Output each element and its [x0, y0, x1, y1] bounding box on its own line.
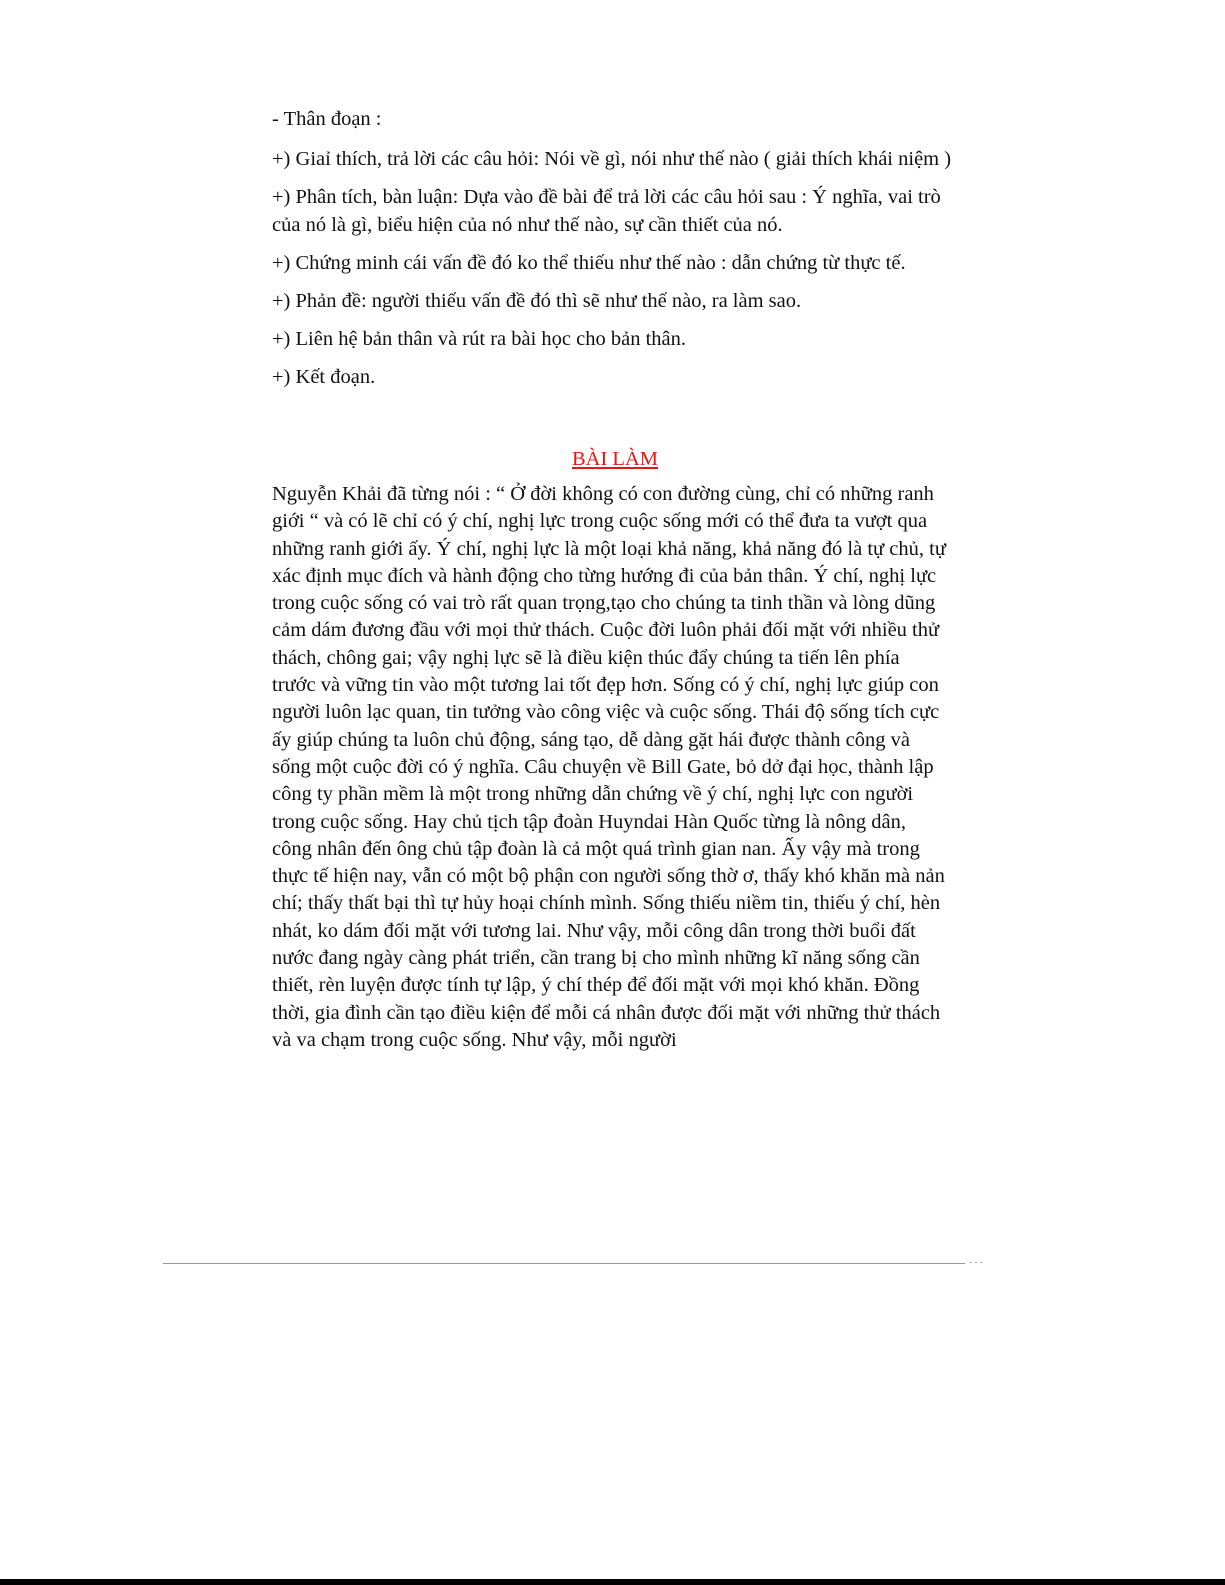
outline-item-conclude: +) Kết đoạn.: [272, 366, 376, 388]
outline-item-prove: +) Chứng minh cái vấn đề đó ko thể thiếu như thế nào : dẫn chứng từ thực tế.: [272, 252, 906, 274]
essay-title: BÀI LÀM: [572, 448, 658, 470]
document-page: [272, 105, 962, 1054]
outline-item-counter: +) Phản đề: người thiếu vấn đề đó thì sẽ như thế nào, ra làm sao.: [272, 290, 802, 312]
outline-item-explain: +) Giaỉ thích, trả lời các câu hỏi: Nói về gì, nói như thế nào ( giải thích khái niệm ): [272, 148, 952, 170]
outline-item-analyze: +) Phân tích, bàn luận: Dựa vào đề bài để trả lời các câu hỏi sau : Ý nghĩa, vai trò của nó là gì, biểu hiện của nó như thế nào, sự cần thiết của nó.: [272, 186, 941, 236]
page-bottom-edge: [0, 1579, 1225, 1585]
page-break-divider: [163, 1263, 965, 1264]
page-break-marker: [969, 1262, 983, 1263]
outline-heading: - Thân đoạn :: [272, 108, 382, 130]
outline-item-relate: +) Liên hệ bản thân và rút ra bài học cho bản thân.: [272, 328, 687, 350]
essay-body: Nguyễn Khải đã từng nói : “ Ở đời không có con đường cùng, chỉ có những ranh giới “ và có lẽ chỉ có ý chí, nghị lực trong cuộc sống mới có thể đưa ta vượt qua những ranh giới ấy. Ý chí, nghị lực là một loại khả năng, khả năng đó là tự chủ, tự xác định mục đích và hành động cho từng hướng đi của bản thân. Ý chí, nghị lực trong cuộc sống có vai trò rất quan trọng,tạo cho chúng ta tinh thần và lòng dũng cảm dám đương đầu với mọi thử thách. Cuộc đời luôn phải đối mặt với nhiều thử thách, chông gai; vậy nghị lực sẽ là điều kiện thúc đẩy chúng ta tiến lên phía trước và vững tin vào một tương lai tốt đẹp hơn. Sống có ý chí, nghị lực giúp con người luôn lạc quan, tin tưởng vào công việc và cuộc sống. Thái độ sống tích cực ấy giúp chúng ta luôn chủ động, sáng tạo, dễ dàng gặt hái được thành công và sống một cuộc đời có ý nghĩa. Câu chuyện về Bill Gate, bỏ dở đại học, thành lập công ty phần mềm là một trong những dẫn chứng về ý chí, nghị lực con người trong cuộc sống. Hay chủ tịch tập đoàn Huyndai Hàn Quốc từng là nông dân, công nhân đến ông chủ tập đoàn là cả một quá trình gian nan. Ấy vậy mà trong thực tế hiện nay, vẫn có một bộ phận con người sống thờ ơ, thấy khó khăn mà nản chí; thấy thất bại thì tự hủy hoại chính mình. Sống thiếu niềm tin, thiếu ý chí, hèn nhát, ko dám đối mặt với tương lai. Như vậy, mỗi công dân trong thời buổi đất nước đang ngày càng phát triển, cần trang bị cho mình những kĩ năng sống cần thiết, rèn luyện được tính tự lập, ý chí thép để đối mặt với mọi khó khăn. Đồng thời, gia đình cần tạo điều kiện để mỗi cá nhân được đối mặt với những thử thách và va chạm trong cuộc sống. Như vậy, mỗi người: [272, 483, 946, 1051]
